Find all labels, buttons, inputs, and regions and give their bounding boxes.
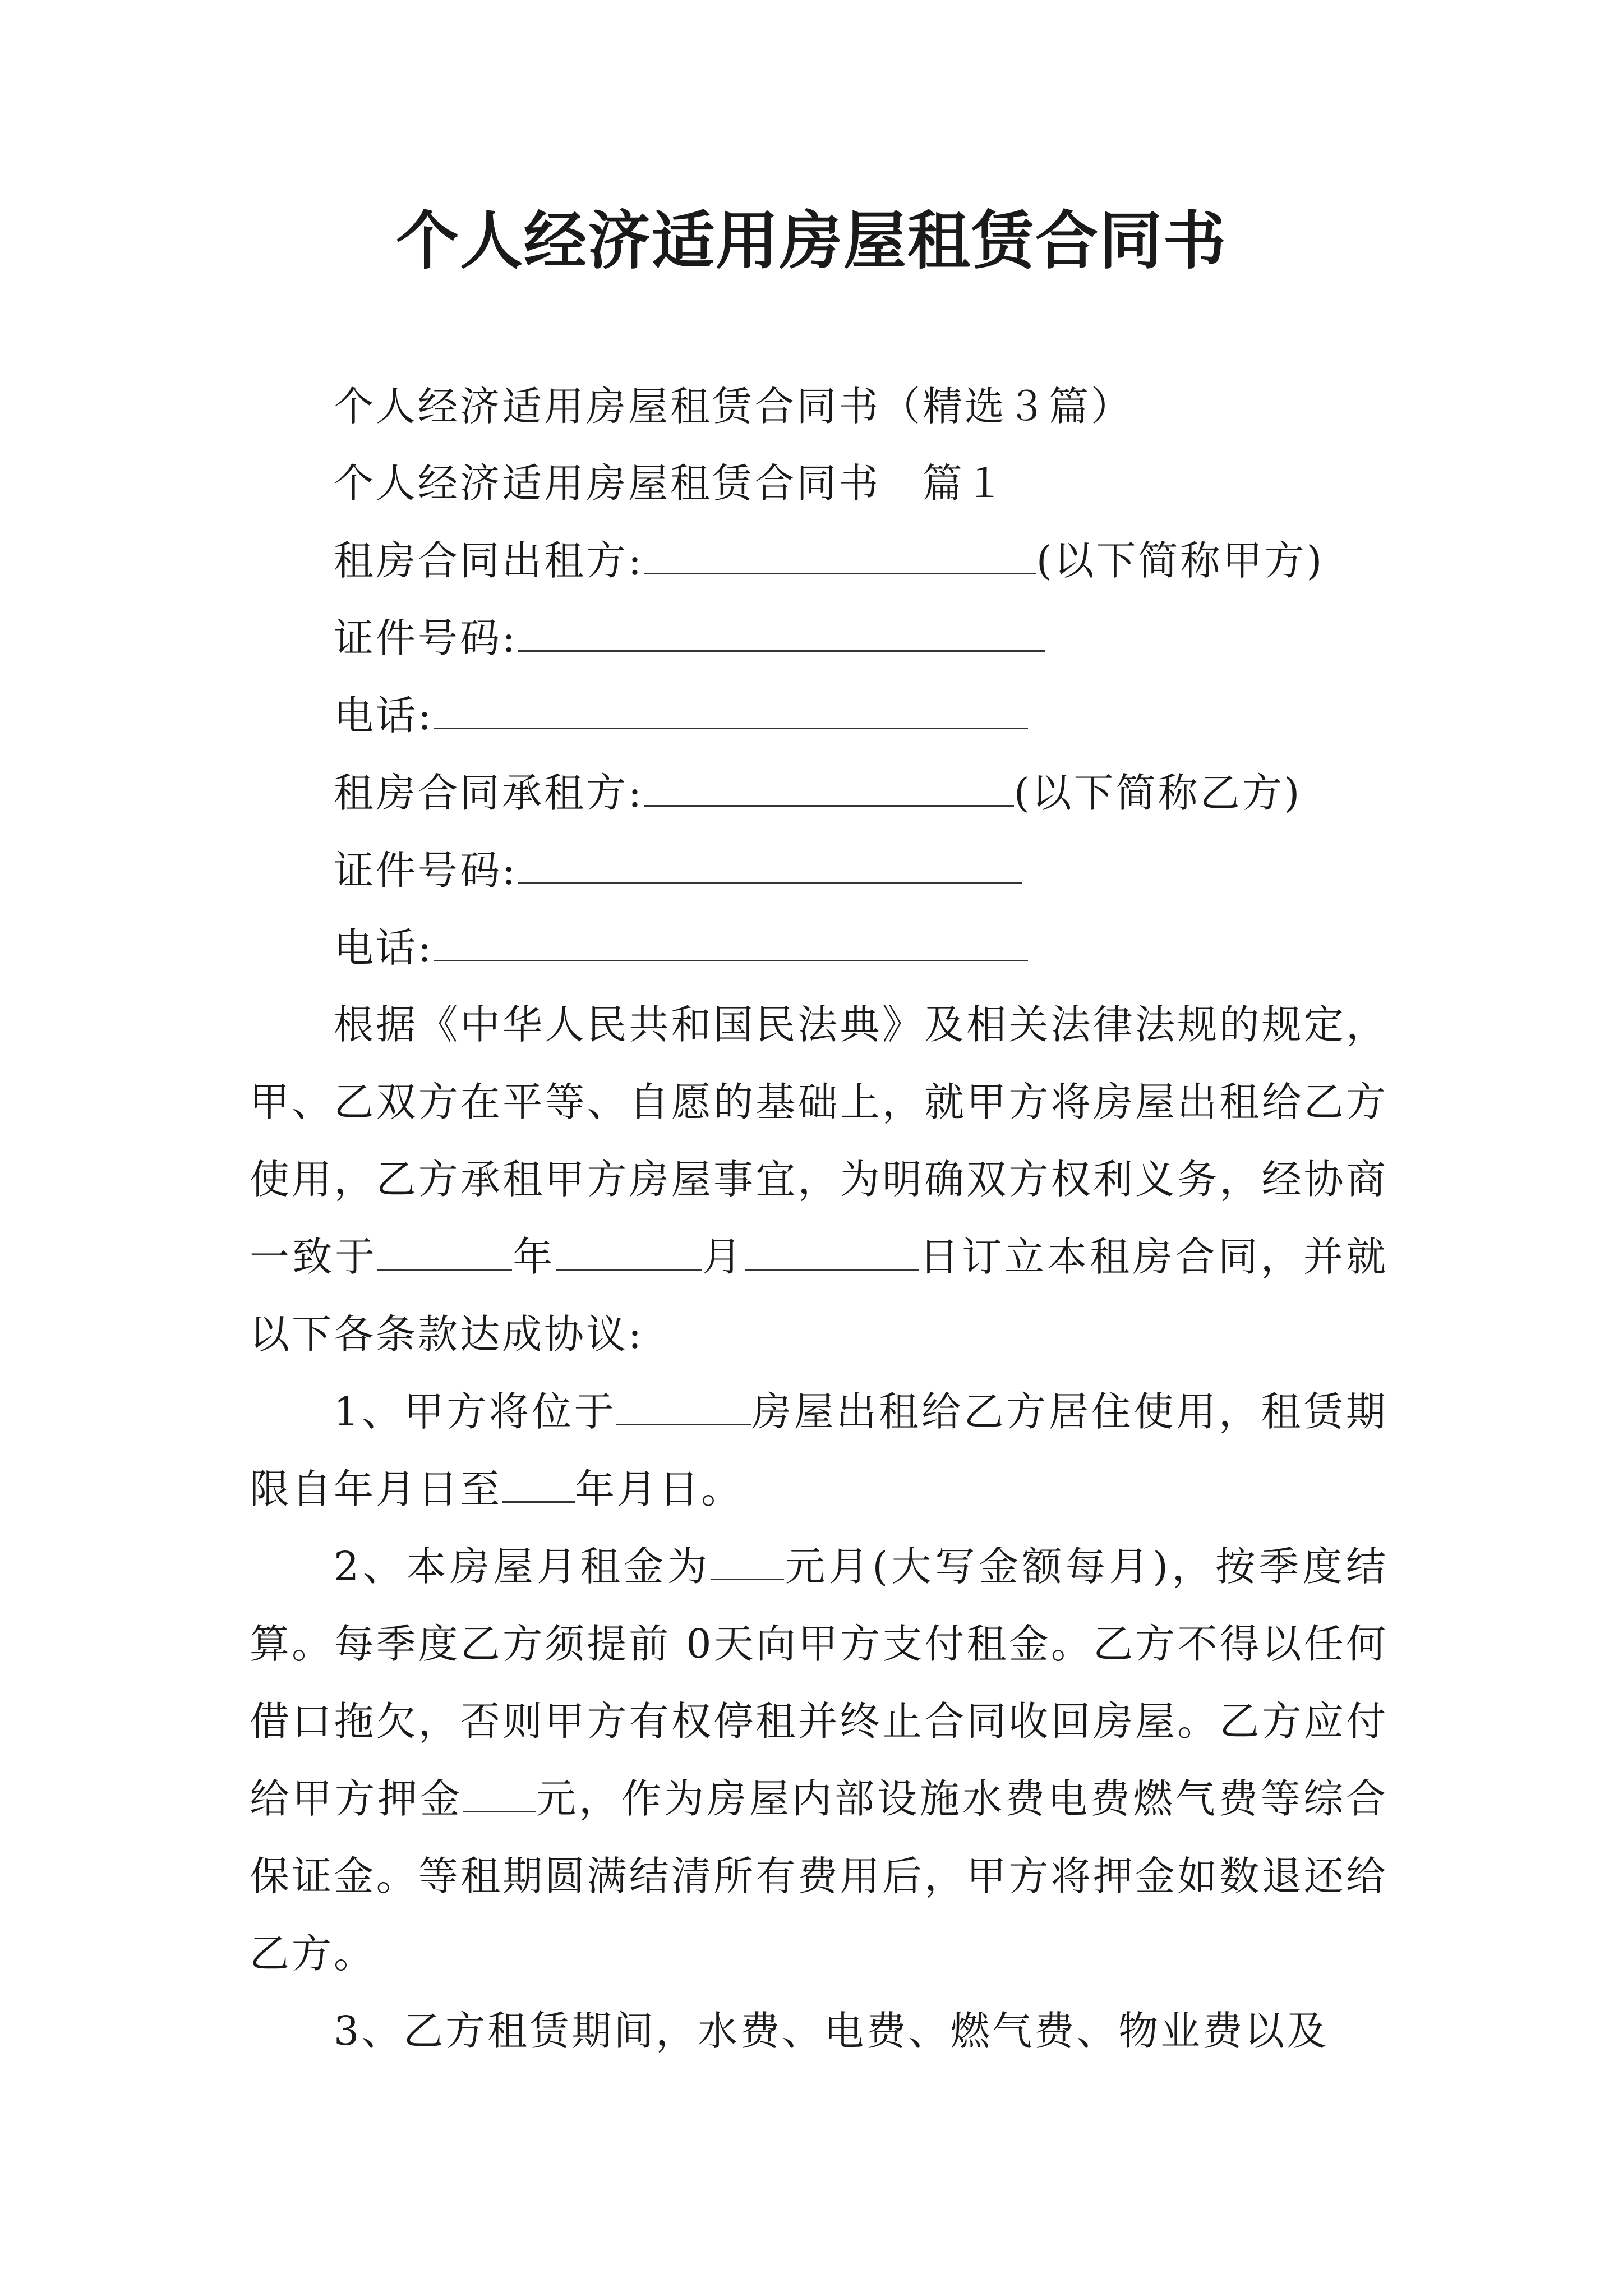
lessor-phone-line xyxy=(334,688,1028,744)
clause-2 xyxy=(250,1528,1388,1993)
lessee-line xyxy=(334,765,1302,821)
lessor-id-line xyxy=(334,610,1045,666)
clause-1-text-1: 1、甲方将位于 xyxy=(334,1388,617,1435)
lessor-line xyxy=(334,533,1324,589)
clause-1-text-3: 年月日。 xyxy=(575,1466,744,1512)
lessee-blank xyxy=(644,765,1014,807)
month-blank xyxy=(556,1229,702,1271)
clause-2-text-2: 元月(大写金额每月)，按季度结算。每季度乙方须提前 0天向甲方支付租金。乙方不得以任何借口拖欠，否则甲方有权停租并终止合同收回房屋。乙方应付给甲方押金 xyxy=(250,1543,1388,1822)
intro-year: 年 xyxy=(512,1234,556,1280)
lessor-label: 租房合同出租方: xyxy=(334,537,644,584)
lessee-phone-line xyxy=(334,920,1028,976)
lessor-id-blank xyxy=(518,610,1045,652)
lessee-suffix: (以下简称乙方) xyxy=(1013,770,1302,816)
document-subtitle: 个人经济适用房屋租赁合同书（精选３篇） xyxy=(334,383,1133,430)
clause-1-text-2: 房屋出租给乙方居住使用，租赁期限自年月日至 xyxy=(250,1388,1388,1512)
clause-2-text-3: 元，作为房屋内部设施水费电费燃气费等综合保证金。等租期圆满结清所有费用后，甲方将押金如数退还给乙方。 xyxy=(250,1775,1388,1977)
day-blank xyxy=(745,1229,919,1271)
lessor-phone-blank xyxy=(434,688,1028,729)
clause-2-text-1: 2、本房屋月租金为 xyxy=(334,1543,711,1590)
clause-3 xyxy=(250,1993,1388,2070)
address-blank xyxy=(616,1384,751,1425)
lessee-label: 租房合同承租方: xyxy=(334,770,644,816)
intro-month: 月 xyxy=(701,1234,745,1280)
lessor-id-label: 证件号码: xyxy=(334,615,518,661)
lessee-id-blank xyxy=(518,843,1022,884)
lessee-id-line xyxy=(334,843,1022,899)
section-heading: 个人经济适用房屋租赁合同书 篇１ xyxy=(334,460,1007,507)
intro-paragraph xyxy=(250,986,1388,1373)
deposit-blank xyxy=(463,1771,536,1812)
clause-3-text-1: 3、乙方租赁期间，水费、电费、燃气费、物业费以及 xyxy=(334,2008,1329,2054)
document-title: 个人经济适用房屋租赁合同书 xyxy=(396,204,1227,278)
lessee-id-label: 证件号码: xyxy=(334,847,518,894)
lessee-phone-label: 电话: xyxy=(334,924,434,971)
lessor-phone-label: 电话: xyxy=(334,692,434,739)
lessor-blank xyxy=(644,533,1036,574)
lessee-phone-blank xyxy=(434,920,1028,961)
intro-text-2: 日订立本租房合同，并就以下各条款达成协议: xyxy=(250,1234,1388,1358)
lessor-suffix: (以下简称甲方) xyxy=(1036,537,1325,584)
intro-text-1: 根据《中华人民共和国民法典》及相关法律法规的规定，甲、乙双方在平等、自愿的基础上，就甲方将房屋出租给乙方使用，乙方承租甲方房屋事宜，为明确双方权利义务，经协商一致于 xyxy=(250,1001,1388,1280)
end-year-blank xyxy=(502,1461,575,1503)
rent-blank xyxy=(711,1539,784,1580)
clause-1 xyxy=(250,1373,1388,1528)
year-blank xyxy=(377,1229,512,1271)
